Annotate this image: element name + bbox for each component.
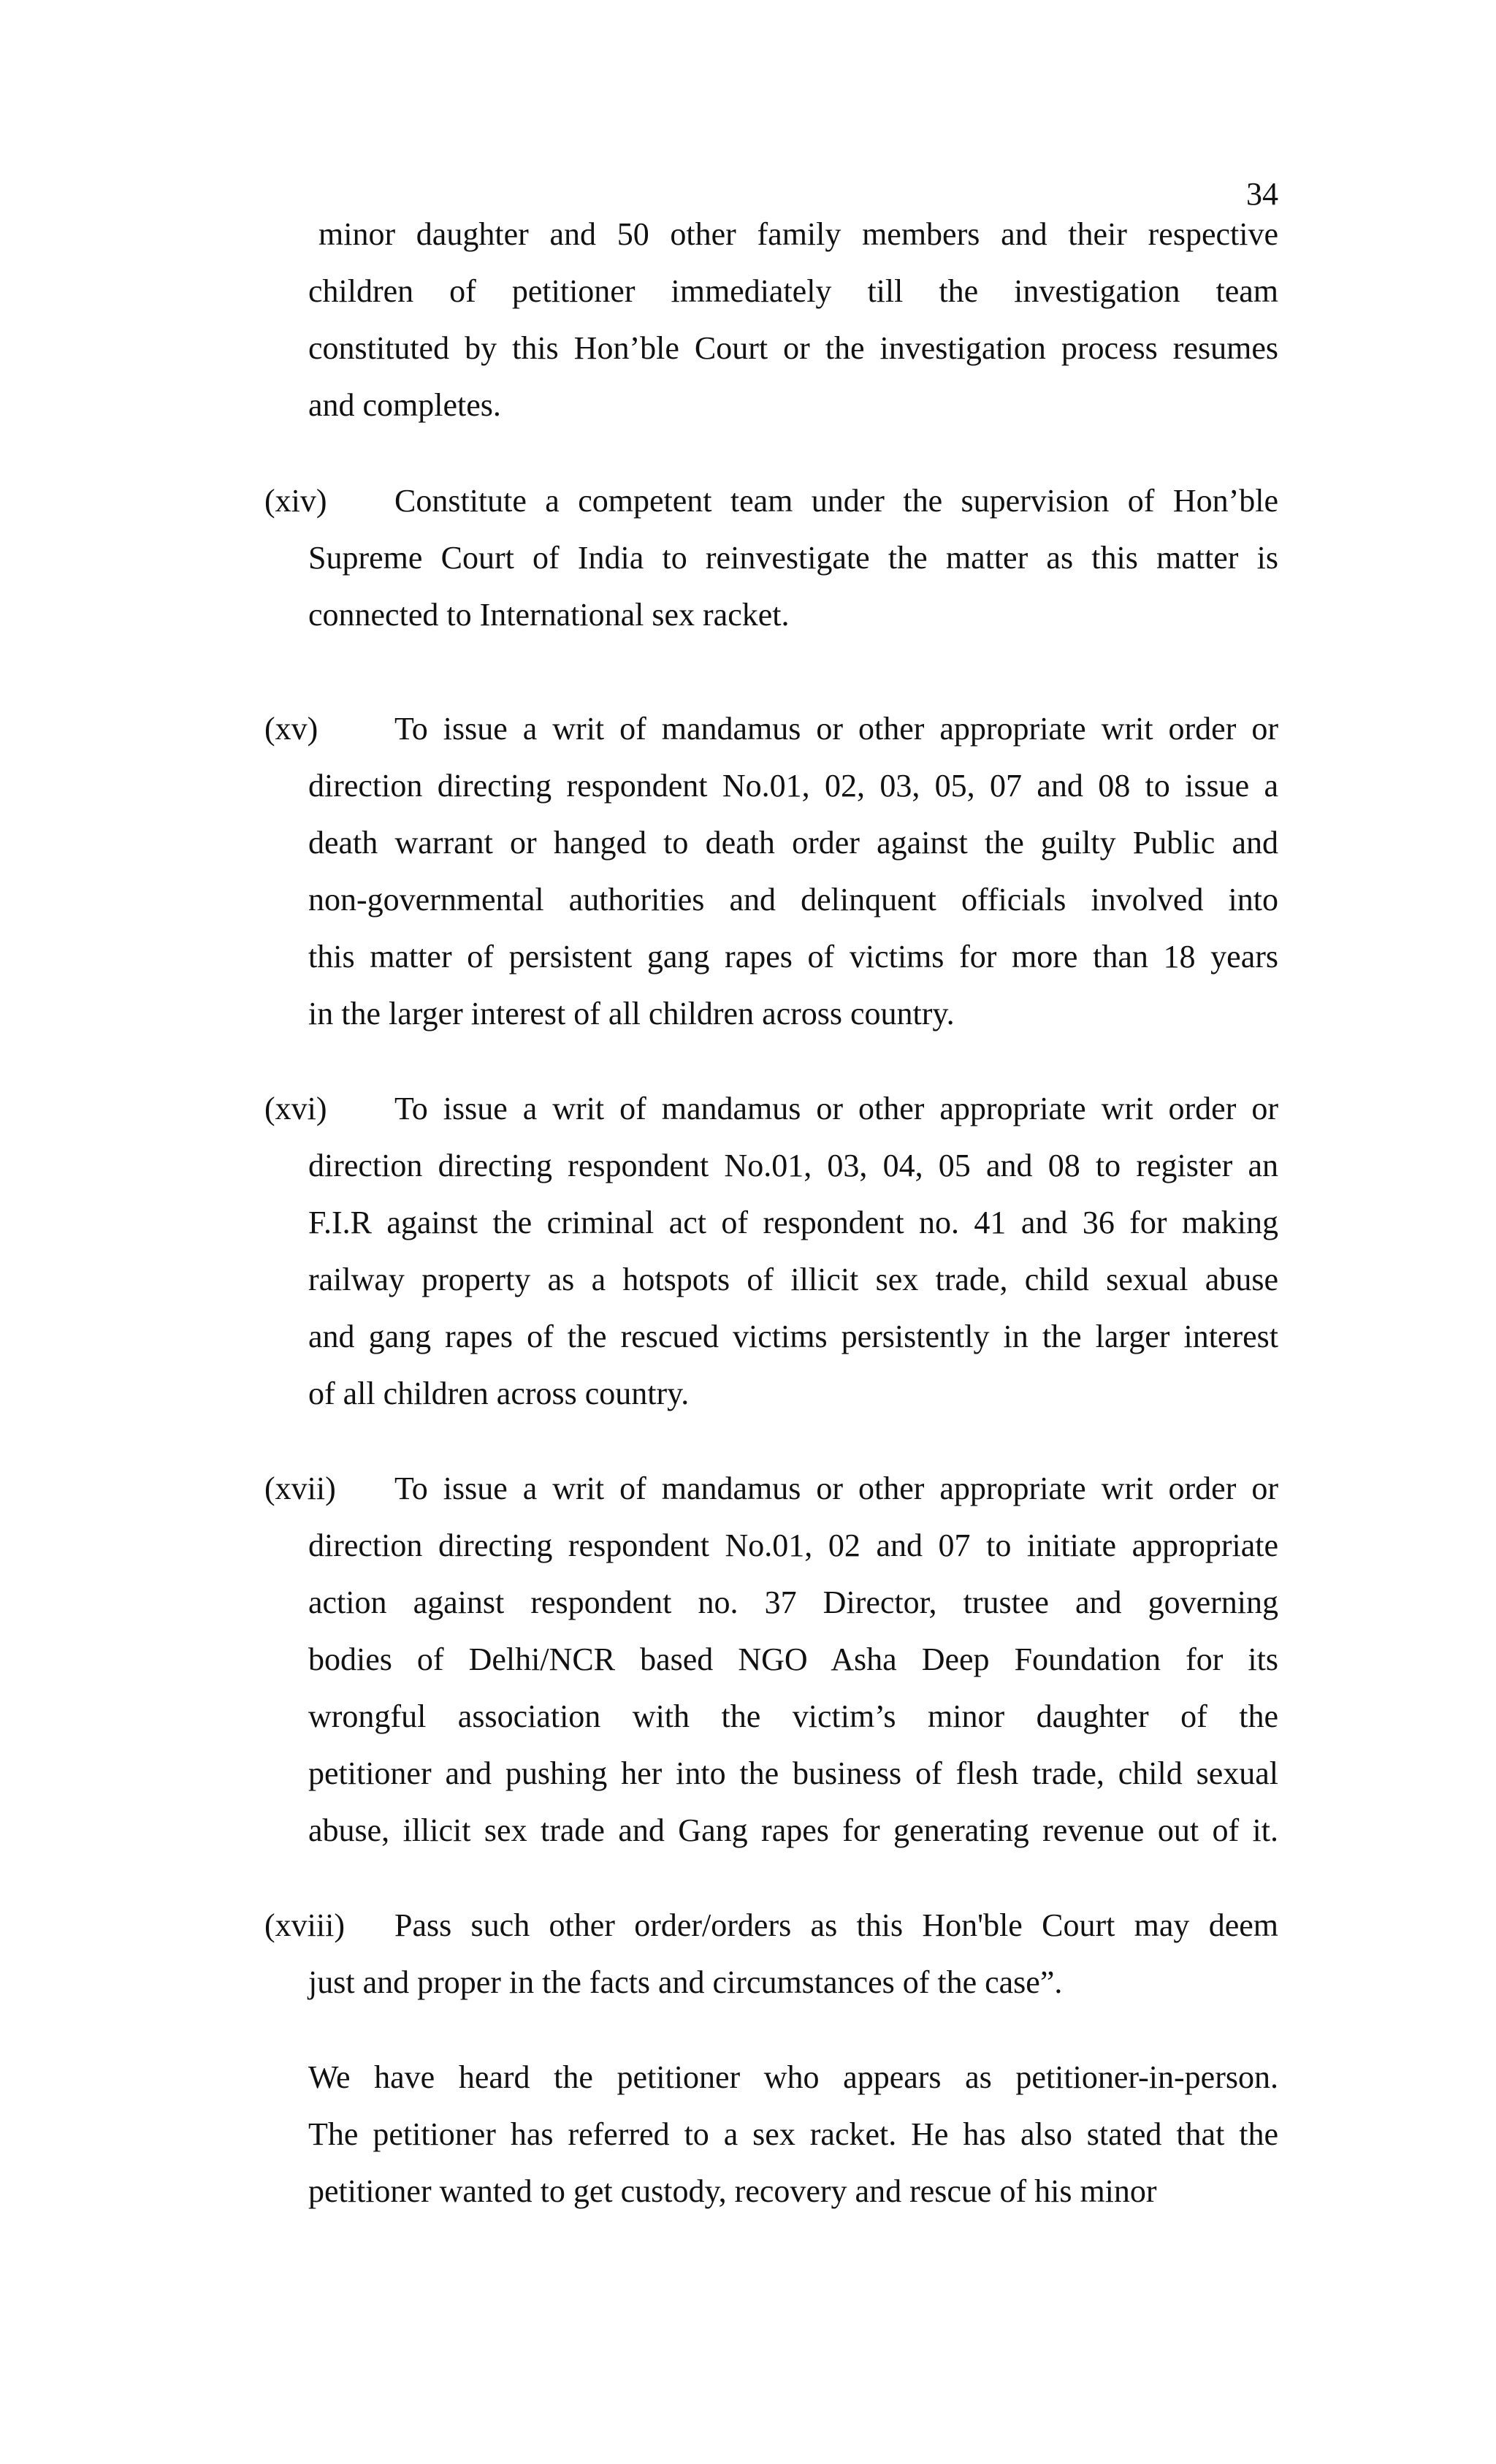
text-line: To issue a writ of mandamus or other appropriate writ order or xyxy=(394,711,1278,747)
text-line: wrongful association with the victim’s minor daughter of the xyxy=(308,1698,1278,1734)
item-marker: (xiv) xyxy=(264,483,327,519)
text-line: and gang rapes of the rescued victims persistently in the larger interest xyxy=(308,1319,1278,1354)
text-line: in the larger interest of all children across country. xyxy=(308,996,955,1031)
text-line: death warrant or hanged to death order against the guilty Public and xyxy=(308,825,1278,861)
text-line: abuse, illicit sex trade and Gang rapes for generating revenue out of it. xyxy=(308,1812,1278,1848)
text-line: children of petitioner immediately till the investigation team xyxy=(308,273,1278,309)
text-line: constituted by this Hon’ble Court or the investigation process resumes xyxy=(308,330,1278,366)
text-line: To issue a writ of mandamus or other appropriate writ order or xyxy=(394,1091,1278,1126)
text-line: To issue a writ of mandamus or other appropriate writ order or xyxy=(394,1471,1278,1506)
text-line: connected to International sex racket. xyxy=(308,597,790,633)
text-line: The petitioner has referred to a sex racket. He has also stated that the xyxy=(308,2116,1278,2152)
text-line: petitioner and pushing her into the business of flesh trade, child sexual xyxy=(308,1755,1278,1791)
text-line: Pass such other order/orders as this Hon'ble Court may deem xyxy=(394,1907,1278,1943)
item-marker: (xvi) xyxy=(264,1091,327,1126)
item-marker: (xv) xyxy=(264,711,318,747)
text-line: action against respondent no. 37 Director, trustee and governing xyxy=(308,1584,1278,1620)
text-line: just and proper in the facts and circumstances of the case”. xyxy=(308,1964,1063,2000)
text-line: direction directing respondent No.01, 02, 03, 05, 07 and 08 to issue a xyxy=(308,768,1278,804)
text-line: of all children across country. xyxy=(308,1376,690,1411)
text-line: minor daughter and 50 other family members and their respective xyxy=(318,216,1278,252)
text-line: non-governmental authorities and delinquent officials involved into xyxy=(308,882,1278,918)
text-line: Constitute a competent team under the supervision of Hon’ble xyxy=(394,483,1278,519)
text-line: Supreme Court of India to reinvestigate the matter as this matter is xyxy=(308,540,1278,576)
text-line: bodies of Delhi/NCR based NGO Asha Deep Foundation for its xyxy=(308,1641,1278,1677)
text-line: direction directing respondent No.01, 03, 04, 05 and 08 to register an xyxy=(308,1148,1278,1183)
text-line: petitioner wanted to get custody, recovery and rescue of his minor xyxy=(308,2173,1157,2209)
item-marker: (xviii) xyxy=(264,1907,345,1943)
text-line: and completes. xyxy=(308,387,501,423)
text-line: railway property as a hotspots of illicit sex trade, child sexual abuse xyxy=(308,1262,1278,1297)
text-line: We have heard the petitioner who appears as petitioner-in-person. xyxy=(308,2059,1278,2095)
item-marker: (xvii) xyxy=(264,1471,336,1506)
text-line: F.I.R against the criminal act of respondent no. 41 and 36 for making xyxy=(308,1205,1278,1240)
text-line: this matter of persistent gang rapes of victims for more than 18 years xyxy=(308,939,1278,974)
page-number: 34 xyxy=(1246,176,1278,212)
text-line: direction directing respondent No.01, 02 and 07 to initiate appropriate xyxy=(308,1527,1278,1563)
